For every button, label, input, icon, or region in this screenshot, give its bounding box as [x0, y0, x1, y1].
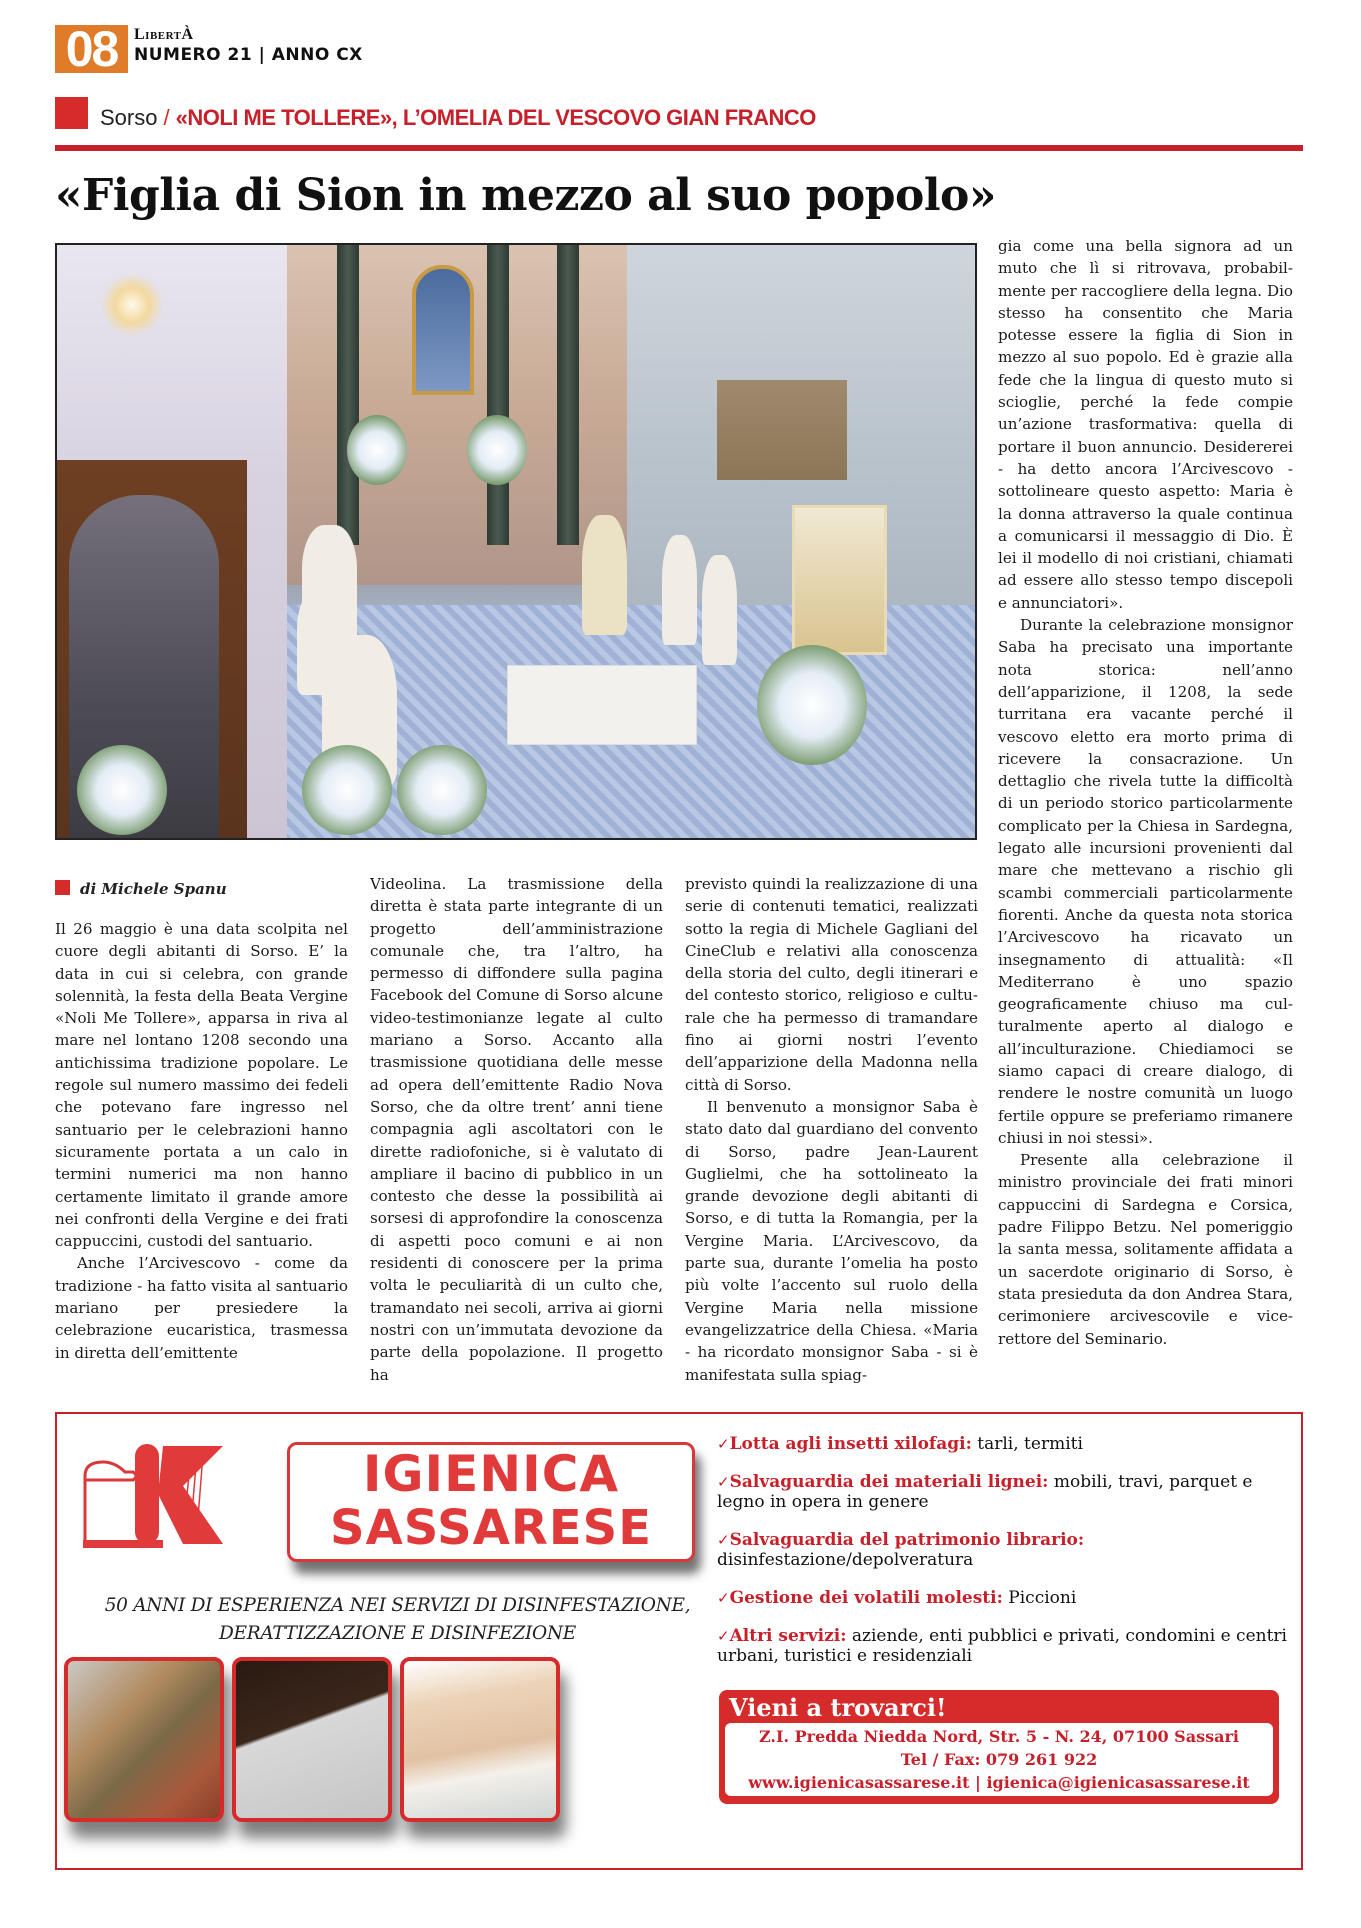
section-name: Sorso: [100, 105, 158, 130]
framed-painting-photo: [64, 1657, 224, 1822]
section-separator: /: [163, 105, 170, 130]
article-column-1: [55, 918, 348, 1364]
photo-flowers: [467, 415, 527, 485]
article-column-3: [685, 873, 978, 1386]
check-icon: ✓: [717, 1531, 730, 1549]
ad-service-item: ✓Salvaguardia dei materiali lignei: mobili, travi, parquet e legno in opera in genere: [717, 1472, 1253, 1512]
paragraph: Videolina. La trasmissione della diretta è stata parte integrante di un progetto dell’amministrazione comunale che, tra l’altro, ha permesso di diffondere sulla pagina Facebook del Comune di Sorso alcune video-testimonianze legate al culto mariano a Sorso. Accanto alla trasmissione quotidiana delle messe ad opera dell’emittente Radio Nova Sorso, che da oltre trent’ anni tiene compagnia agli ascoltatori con le dirette radiofoniche, si è valutato di ampliare il bacino di pubblico in un contesto che desse la possibilità ai sorsesi di approfondire la conoscenza di aspetti poco comuni e ai non residenti di conoscere per la prima volta le peculiarità di un culto che, tramandato nei secoli, arriva ai giorni nostri con un’immutata devozione da parte della popolazione. Il progetto ha: [370, 875, 663, 1384]
photo-altar-server: [662, 535, 697, 645]
paragraph: Durante la celebrazione monsignor Saba ha precisato una importante nota storica: nell’anno dell’apparizione, il 1208, la sede turritana era vacante perché il vescovo eletto era morto prima di ricevere la consacrazione. Un dettaglio che rivela tutte la difficoltà di un periodo storico particolarmente complicato per la Chiesa in Sardegna, legato alle incursioni provenienti dal mare che mettevano a rischio gli scambi commerciali particolarmente fiorenti. Anche da questa nota storica l’Arcivescovo ha ricavato un insegnamento di attualità: «Il Mediterrano è uno spazio geograficamente chiuso ma culturalmente aperto al dialogo e all’inculturazione. Chiediamoci se siamo capaci di creare dialogo, di rendere le nostre comunità un luogo fertile oppure se preferiamo rimanere chiusi in noi stessi».: [998, 616, 1293, 1147]
photo-bishop: [582, 515, 627, 635]
ad-brand-line-1: IGIENICA: [362, 1445, 620, 1503]
ad-service-item: ✓Altri servizi: aziende, enti pubblici e privati, condomini e centri urbani, turistici e residenziali: [717, 1626, 1287, 1666]
paragraph: gia come una bella signora ad un muto che lì si ritrovava, probabilmente per raccogliere della legna. Dio stesso ha consentito che Maria potesse essere la figlia di Sion in mezzo al suo popolo. Ed è grazie alla fede che la lingua di questo muto si scioglie, perché la fede compie un’azione trasformativa: quella di portare il buon annuncio. Desidererei - ha detto ancora l’Arcivescovo - sottolineare questo aspetto: Maria è la donna attraverso la quale continua a comunicarsi il messaggio di Dio. È lei il modello di noi cristiani, chiamati ad essere allo stesso tempo discepoli e annunciatori».: [998, 237, 1293, 612]
section-divider: [55, 145, 1303, 151]
photo-column: [337, 245, 359, 545]
article-column-2: [370, 873, 663, 1386]
ad-service-item: ✓Lotta agli insetti xilofagi: tarli, termiti: [717, 1434, 1083, 1454]
byline-text: di Michele Spanu: [80, 880, 227, 898]
paragraph: Il 26 maggio è una data scolpita nel cuore degli abitanti di Sorso. E’ la data in cui si celebra, con grande solennità, la festa della Beata Vergine «Noli Me Tollere», apparsa in riva al mare nel lontano 1208 secondo una antichissima tradizione popolare. Le regole sul numero massimo dei fedeli che potevano fare ingresso nel santuario per le celebrazioni hanno sicuramente portata a un calo in termini numerici ma non hanno certamente limitato il grande amore nei confronti della Vergine e dei frati cappuccini, custodi del santuario.: [55, 920, 348, 1251]
ad-service-item: ✓Salvaguardia del patrimonio librario: disinfestazione/depolveratura: [717, 1530, 1085, 1570]
photo-flowers: [302, 745, 392, 835]
ad-tagline: [75, 1592, 720, 1648]
ad-services-list: [717, 1434, 1287, 1684]
ad-service-item: ✓Gestione dei volatili molesti: Piccioni: [717, 1588, 1077, 1608]
photo-column: [487, 245, 509, 545]
article-title: «Figlia di Sion in mezzo al suo popolo»: [55, 170, 996, 221]
publication-name: LibertÀ: [134, 26, 194, 43]
wooden-beam-treatment-photo: [232, 1657, 392, 1822]
byline-marker-icon: [55, 880, 70, 895]
ad-brand-line-2: SASSARESE: [330, 1500, 652, 1556]
section-header: [100, 105, 816, 131]
ad-contact-details: [725, 1723, 1273, 1796]
photo-flowers: [347, 415, 407, 485]
paragraph: Il benvenuto a monsignor Saba è stato dato dal guardiano del convento di Sorso, padre Jean-Laurent Guglielmi, che ha sottolineato la grande devozione degli abitanti di Sorso, e di tutta la Romangia, per la Vergine Maria. L’Arcivescovo, da parte sua, durante l’omelia ha posto più volte l’accento sul ruolo della Vergine Maria nella missione evangelizzatrice della Chiesa. «Maria - ha ricordato monsignor Saba - si è manifestata sulla spiag-: [685, 1097, 978, 1384]
photo-flowers: [397, 745, 487, 835]
photo-column: [557, 245, 579, 545]
page-number: 08: [55, 25, 128, 73]
article-photo: [55, 243, 977, 840]
paragraph: Anche l’Arcivescovo - come da tradizione - ha fatto visita al santuario mariano per presiedere la celebrazione eucaristica, trasmessa in diretta dell’emittente: [55, 1254, 348, 1362]
article-column-4: [998, 235, 1293, 1350]
is-monogram-with-rodent-icon: [75, 1436, 230, 1556]
ad-phone: Tel / Fax: 079 261 922: [900, 1750, 1098, 1769]
check-icon: ✓: [717, 1627, 730, 1645]
ad-address: Z.I. Predda Niedda Nord, Str. 5 - N. 24, 07100 Sassari: [759, 1727, 1239, 1746]
ad-brand-box: [287, 1442, 695, 1562]
ad-tagline-line-1: 50 ANNI DI ESPERIENZA NEI SERVIZI DI DISINFESTAZIONE,: [104, 1595, 691, 1616]
ad-contact-title: Vieni a trovarci!: [729, 1693, 947, 1722]
paragraph: previsto quindi la realizzazione di una serie di contenuti tematici, realizzati sotto la regia di Michele Gagliani del CineClub e relativi alla conoscenza della storia del culto, degli itinerari e del contesto storico, religioso e culturale che ha permesso di tramandare fino ai giorni nostri l’evento dell’apparizione della Madonna nella città di Sorso.: [685, 875, 978, 1094]
photo-shrine: [792, 505, 887, 655]
photo-madonna-icon: [412, 265, 474, 395]
section-headline: «NOLI ME TOLLERE», L’OMELIA DEL VESCOVO GIAN FRANCO: [175, 105, 816, 130]
check-icon: ✓: [717, 1589, 730, 1607]
paragraph: Presente alla celebrazione il ministro provinciale dei frati minori cappuccini di Sardegna e Corsica, padre Filippo Betzu. Nel pomeriggio la santa messa, solitamente affidata a un sacerdote originario di Sorso, è stata presieduta da don Andrea Stara, cerimoniere arcivescovile e vice-rettore del Seminario.: [998, 1151, 1293, 1348]
byline: [55, 880, 227, 898]
photo-flowers: [757, 645, 867, 765]
check-icon: ✓: [717, 1435, 730, 1453]
ad-tagline-line-2: DERATTIZZAZIONE E DISINFEZIONE: [219, 1623, 576, 1644]
wooden-roof-photo: [400, 1657, 560, 1822]
ad-web-email[interactable]: www.igienicasassarese.it | igienica@igienicasassarese.it: [748, 1773, 1250, 1792]
photo-flowers: [77, 745, 167, 835]
section-marker-icon: [55, 97, 88, 129]
photo-altar-server: [702, 555, 737, 665]
advertisement: [55, 1412, 1303, 1870]
photo-tapestry: [717, 380, 847, 480]
issue-info: NUMERO 21 | ANNO CX: [134, 45, 363, 65]
check-icon: ✓: [717, 1473, 730, 1491]
photo-altar-table: [507, 665, 697, 745]
ad-contact-panel: [719, 1690, 1279, 1804]
photo-wall-lamp: [102, 275, 162, 335]
